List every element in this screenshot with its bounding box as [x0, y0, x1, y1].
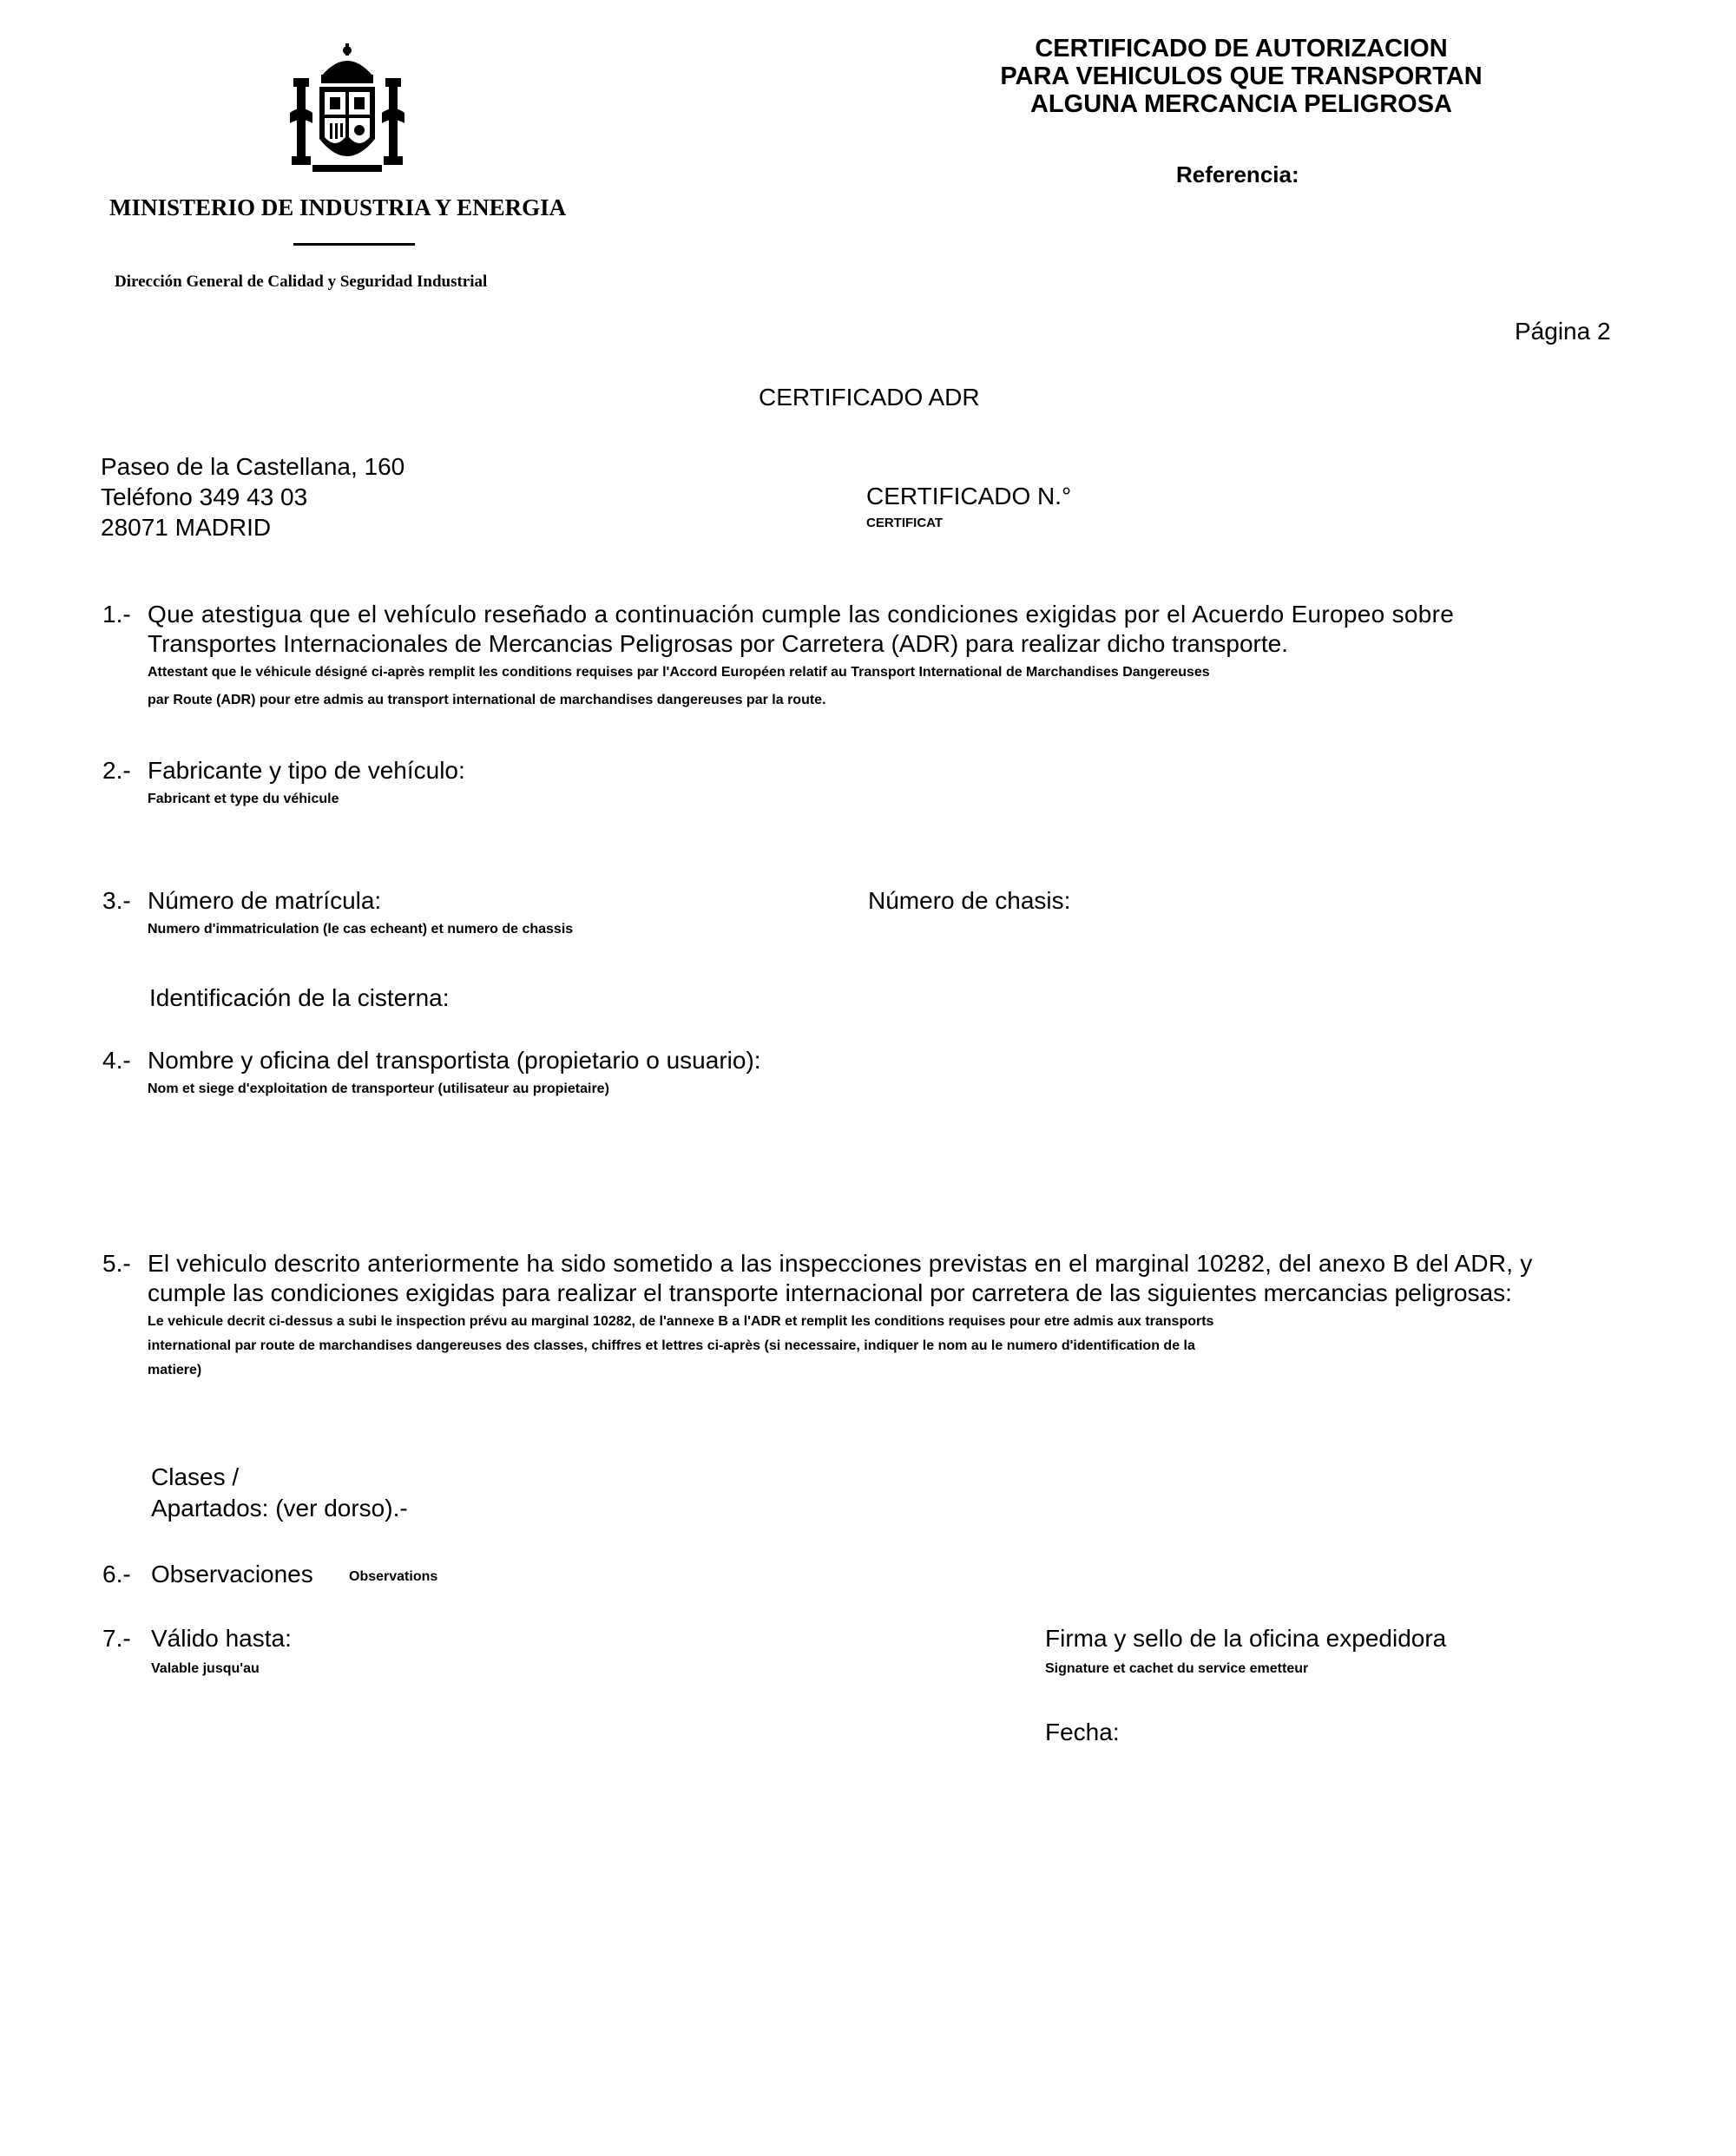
apartados-label: Apartados: (ver dorso).-	[151, 1495, 408, 1522]
classes-label: Clases /	[151, 1463, 240, 1490]
heading-line: ALGUNA MERCANCIA PELIGROSA	[1029, 90, 1453, 118]
section-number: 5.-	[102, 1250, 131, 1277]
section-1	[148, 601, 1611, 708]
section-1-line: Transportes Internacionales de Mercancias Peligrosas por Carretera (ADR) para realizar dicho transporte.	[148, 630, 1288, 657]
chassis-label: Número de chasis:	[868, 887, 1071, 914]
heading-line: CERTIFICADO DE AUTORIZACION	[1035, 35, 1448, 62]
section-5-line: cumple las condiciones exigidas para realizar el transporte internacional por carretera de las siguientes mercancias peligrosas:	[148, 1279, 1512, 1306]
address-line: Paseo de la Castellana, 160	[101, 453, 405, 480]
signature-label: Firma y sello de la oficina expedidora	[1045, 1625, 1447, 1652]
directorate-name: Dirección General de Calidad y Seguridad Industrial	[115, 273, 488, 291]
valid-until-french: Valable jusqu'au	[151, 1661, 260, 1676]
registration-label: Número de matrícula:	[148, 887, 382, 914]
address-line: 28071 MADRID	[101, 514, 272, 541]
classes-block	[151, 1462, 408, 1524]
section-5-line: El vehiculo descrito anteriormente ha sido sometido a las inspecciones previstas en el marginal 10282, del anexo B del ADR, y	[148, 1250, 1533, 1277]
coat-of-arms-icon	[286, 43, 408, 182]
document-title: CERTIFICADO ADR	[759, 384, 980, 411]
section-number: 6.-	[102, 1561, 131, 1587]
tank-label: Identificación de la cisterna:	[149, 984, 450, 1011]
section-number: 4.-	[102, 1047, 131, 1074]
page-number: Página 2	[1515, 318, 1611, 345]
section-number: 7.-	[102, 1625, 131, 1652]
section-1-french: Attestant que le véhicule désigné ci-après remplit les conditions requises par l'Accord Européen relatif au Transport International de Marchandises Dangereuses	[148, 665, 1210, 680]
ministry-name: MINISTERIO DE INDUSTRIA Y ENERGIA	[109, 194, 567, 220]
carrier-label: Nombre y oficina del transportista (propietario o usuario):	[148, 1047, 761, 1074]
section-1-french: par Route (ADR) pour etre admis au transport international de marchandises dangereuses par la route.	[148, 693, 826, 707]
certificate-number-sublabel: CERTIFICAT	[866, 516, 944, 530]
date-label: Fecha:	[1045, 1719, 1120, 1745]
observations-french: Observations	[349, 1569, 438, 1584]
manufacturer-french: Fabricant et type du véhicule	[148, 792, 339, 806]
valid-until-label: Válido hasta:	[151, 1625, 292, 1652]
reference-label: Referencia:	[1176, 161, 1299, 187]
signature-french: Signature et cachet du service emetteur	[1045, 1661, 1309, 1676]
address-line: Teléfono 349 43 03	[101, 483, 308, 510]
certificate-number-label: CERTIFICADO N.°	[866, 483, 1072, 509]
registration-french: Numero d'immatriculation (le cas echeant) et numero de chassis	[148, 922, 574, 937]
section-5-french: matiere)	[148, 1363, 202, 1377]
section-5-french: Le vehicule decrit ci-dessus a subi le inspection prévu au marginal 10282, de l'annexe B a l'ADR et remplit les conditions requises pour etre admis aux transports	[148, 1314, 1214, 1329]
manufacturer-label: Fabricante y tipo de vehículo:	[148, 757, 465, 784]
carrier-french: Nom et siege d'exploitation de transporteur (utilisateur au propietaire)	[148, 1081, 609, 1096]
section-1-line: Que atestigua que el vehículo reseñado a continuación cumple las condiciones exigidas por el Acuerdo Europeo sobre	[148, 601, 1455, 628]
certificate-heading	[981, 35, 1502, 118]
divider	[293, 243, 415, 246]
heading-line: PARA VEHICULOS QUE TRANSPORTAN	[1000, 62, 1483, 90]
section-number: 3.-	[102, 887, 131, 914]
observations-label: Observaciones	[151, 1561, 313, 1587]
address-block	[101, 451, 404, 542]
section-number: 2.-	[102, 757, 131, 784]
section-number: 1.-	[102, 601, 131, 628]
section-5-french: international par route de marchandises dangereuses des classes, chiffres et lettres ci-après (si necessaire, indiquer le nom au le numero d'identification de la	[148, 1338, 1195, 1353]
section-5	[148, 1250, 1611, 1378]
